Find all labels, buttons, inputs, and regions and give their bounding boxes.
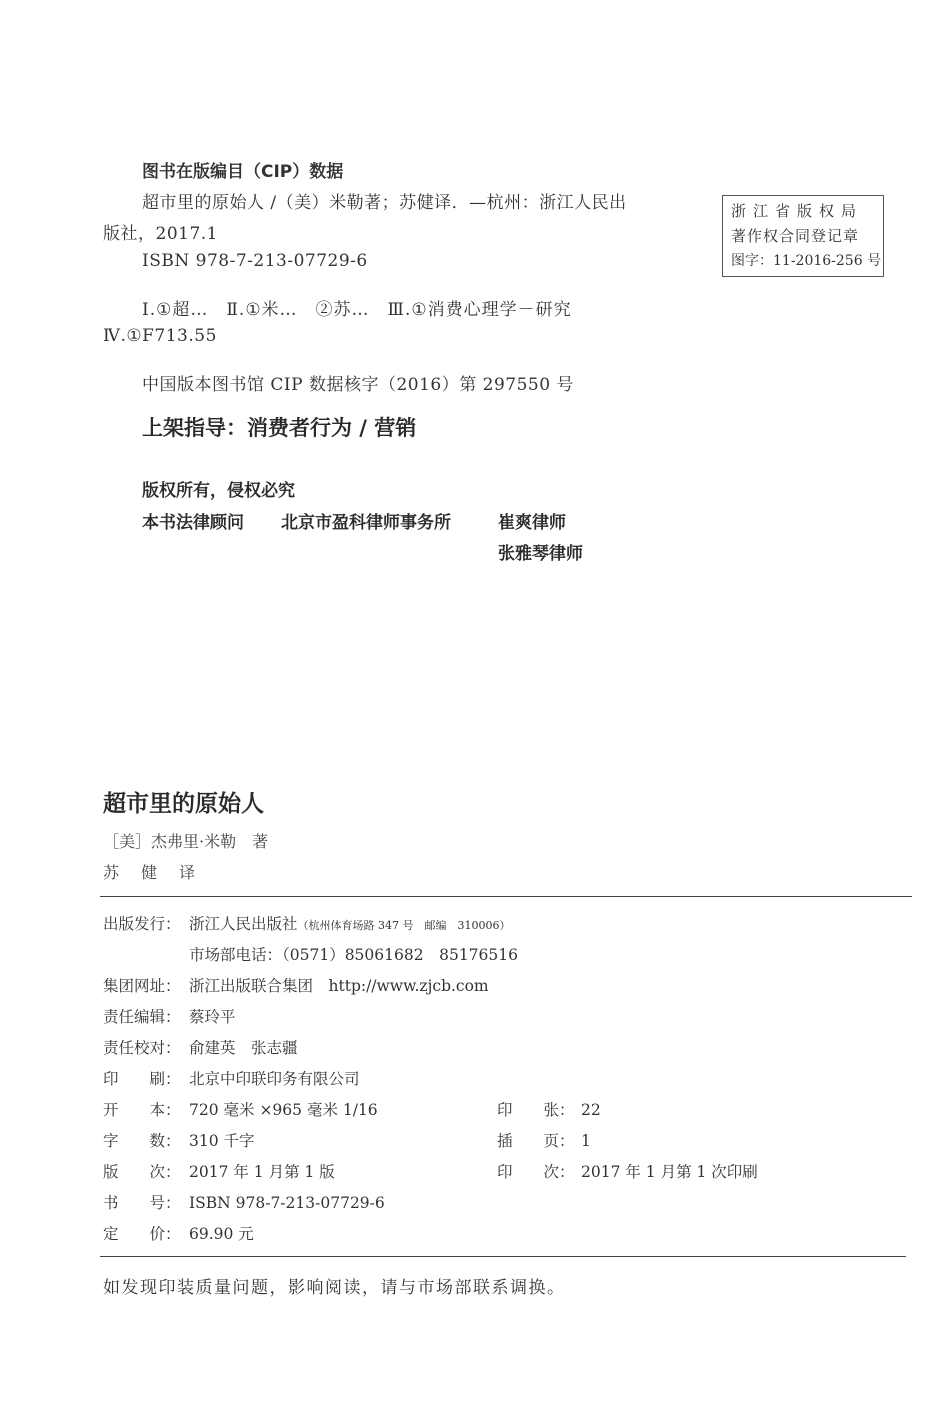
quality-notice: 如发现印装质量问题，影响阅读，请与市场部联系调换。: [103, 1278, 566, 1298]
plates-row: [497, 1129, 591, 1151]
bottom-divider: [100, 1256, 906, 1257]
words-value: 310 千字: [189, 1132, 255, 1150]
edition-value: 2017 年 1 月第 1 版: [189, 1163, 335, 1181]
cip-publisher-line: 版社，2017.1: [103, 224, 218, 244]
book-title: 超市里的原始人: [103, 791, 264, 817]
shelf-guide: 上架指导：消费者行为 / 营销: [142, 416, 417, 440]
cip-classification: Ⅰ.①超… Ⅱ.①米… ②苏… Ⅲ.①消费心理学－研究: [142, 300, 572, 320]
legal-counsel-label: 本书法律顾问: [142, 513, 244, 533]
printing-row: [497, 1160, 758, 1182]
price-row: [103, 1222, 254, 1244]
words-row: [103, 1129, 255, 1151]
printer-row: [103, 1067, 360, 1089]
stamp-line-bureau: 浙江省版权局: [731, 202, 864, 220]
cip-classification-number: Ⅳ.①F713.55: [103, 326, 217, 346]
top-divider: [100, 896, 912, 897]
format-row: [103, 1098, 378, 1120]
sheets-label: 印 张：: [497, 1101, 575, 1119]
copyright-registration-stamp: [722, 195, 884, 277]
price-value: 69.90 元: [189, 1225, 254, 1243]
editor-row: [103, 1005, 236, 1027]
law-firm: 北京市盈科律师事务所: [281, 513, 451, 533]
lawyer-1: 崔爽律师: [498, 513, 566, 533]
printer-value: 北京中印联印务有限公司: [189, 1070, 360, 1088]
website-value: 浙江出版联合集团 http://www.zjcb.com: [189, 977, 489, 995]
isbn-value: ISBN 978-7-213-07729-6: [189, 1194, 385, 1212]
edition-label: 版 次：: [103, 1163, 181, 1181]
proofreader-label: 责任校对：: [103, 1039, 181, 1057]
isbn-row: [103, 1191, 385, 1213]
cip-heading: 图书在版编目（CIP）数据: [142, 162, 344, 182]
editor-label: 责任编辑：: [103, 1008, 181, 1026]
printer-label: 印 刷：: [103, 1070, 181, 1088]
stamp-line-number: 图字：11-2016-256 号: [731, 253, 882, 269]
proofreader-value: 俞建英 张志疆: [189, 1039, 298, 1057]
sheets-row: [497, 1098, 601, 1120]
marketing-phone: 市场部电话：（0571）85061682 85176516: [189, 946, 518, 964]
price-label: 定 价：: [103, 1225, 181, 1243]
cip-title-line: 超市里的原始人 /（美）米勒著；苏健译．—杭州：浙江人民出: [142, 193, 627, 213]
plates-label: 插 页：: [497, 1132, 575, 1150]
publisher-address: （杭州体育场路 347 号 邮编 310006）: [297, 919, 511, 932]
rights-notice: 版权所有，侵权必究: [142, 481, 295, 501]
publisher-row: [103, 912, 511, 934]
website-row: [103, 974, 489, 996]
translator-line: 苏 健 译: [103, 863, 199, 882]
words-label: 字 数：: [103, 1132, 181, 1150]
lawyer-2: 张雅琴律师: [498, 544, 583, 564]
stamp-line-seal: 著作权合同登记章: [731, 227, 860, 245]
website-label: 集团网址：: [103, 977, 181, 995]
author-line: ［美］杰弗里·米勒 著: [103, 832, 269, 851]
format-value: 720 毫米 ×965 毫米 1/16: [189, 1101, 378, 1119]
editor-value: 蔡玲平: [189, 1008, 236, 1026]
isbn-label: 书 号：: [103, 1194, 181, 1212]
sheets-value: 22: [581, 1101, 601, 1119]
cip-isbn: ISBN 978-7-213-07729-6: [142, 251, 368, 271]
proofreader-row: [103, 1036, 298, 1058]
plates-value: 1: [581, 1132, 591, 1150]
cip-record-number: 中国版本图书馆 CIP 数据核字（2016）第 297550 号: [142, 375, 574, 395]
printing-value: 2017 年 1 月第 1 次印刷: [581, 1163, 758, 1181]
format-label: 开 本：: [103, 1101, 181, 1119]
publisher-name: 浙江人民出版社: [189, 915, 298, 933]
publisher-label: 出版发行：: [103, 915, 181, 933]
edition-row: [103, 1160, 335, 1182]
printing-label: 印 次：: [497, 1163, 575, 1181]
